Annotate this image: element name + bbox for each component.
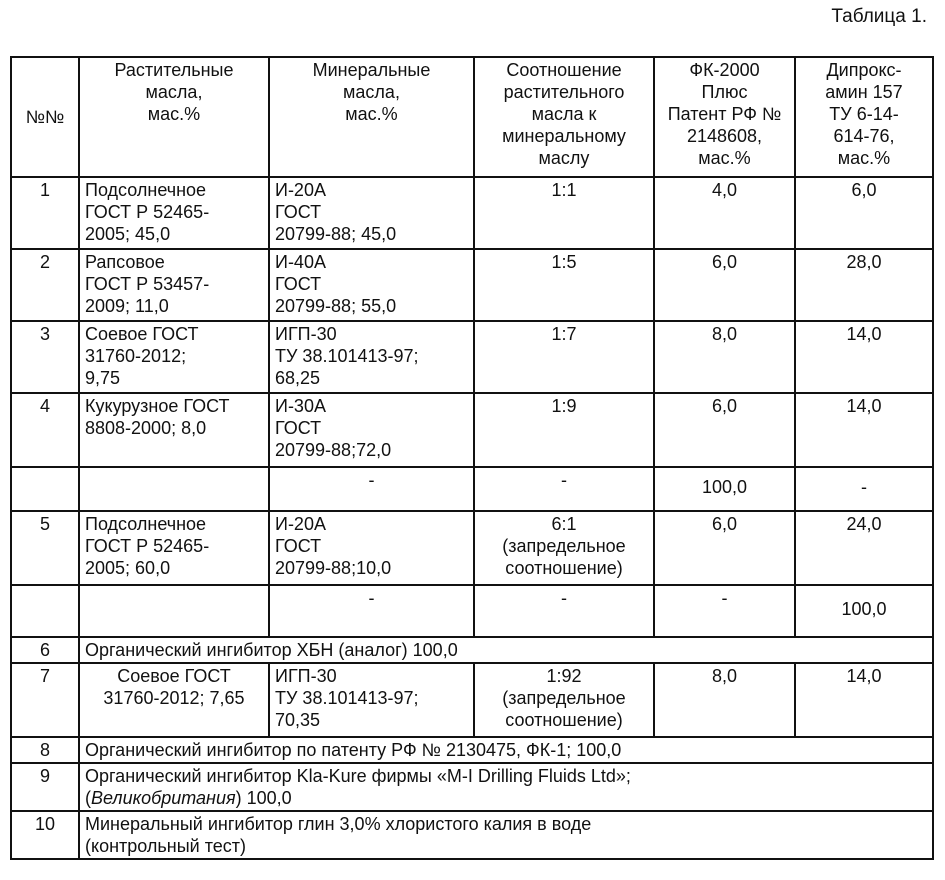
mineral-oil-cell: ИГП-30 ТУ 38.101413-97; 68,25 — [269, 321, 474, 393]
fk2000-cell: 4,0 — [654, 177, 795, 249]
fk2000-cell: 6,0 — [654, 249, 795, 321]
mineral-oil-cell: И-40А ГОСТ 20799-88; 55,0 — [269, 249, 474, 321]
row-num: 10 — [11, 811, 79, 859]
header-fk2000: ФК-2000 Плюс Патент РФ № 2148608, мас.% — [654, 57, 795, 177]
row-num: 5 — [11, 511, 79, 585]
table-row — [11, 663, 933, 737]
fk2000-cell: 8,0 — [654, 321, 795, 393]
mineral-oil-cell: ИГП-30 ТУ 38.101413-97; 70,35 — [269, 663, 474, 737]
table-row — [11, 177, 933, 249]
diproksamin-cell: 14,0 — [795, 663, 933, 737]
fk2000-cell: 8,0 — [654, 663, 795, 737]
row-num: 8 — [11, 737, 79, 763]
mineral-oil-cell: И-20А ГОСТ 20799-88;10,0 — [269, 511, 474, 585]
vegetable-oil-cell: Соевое ГОСТ 31760-2012; 9,75 — [79, 321, 269, 393]
vegetable-oil-cell — [79, 585, 269, 637]
table-row — [11, 249, 933, 321]
table-row — [11, 585, 933, 637]
row-num: 3 — [11, 321, 79, 393]
ratio-cell: - — [474, 585, 654, 637]
inhibitor-description: Органический ингибитор по патенту РФ № 2130475, ФК-1; 100,0 — [79, 737, 933, 763]
row-num: 6 — [11, 637, 79, 663]
table-row — [11, 811, 933, 859]
row-num: 4 — [11, 393, 79, 467]
ratio-cell: 1:9 — [474, 393, 654, 467]
row-num: 7 — [11, 663, 79, 737]
header-mineral-oils: Минеральные масла, мас.% — [269, 57, 474, 177]
table-row — [11, 393, 933, 467]
ratio-cell: 6:1 (запредельное соотношение) — [474, 511, 654, 585]
table-row — [11, 737, 933, 763]
fk2000-cell: - — [654, 585, 795, 637]
diproksamin-cell: 24,0 — [795, 511, 933, 585]
inhibitor-text: Органический ингибитор Kla-Kure фирмы «M-I Drilling Fluids Ltd»; — [85, 766, 631, 786]
diproksamin-cell: 14,0 — [795, 321, 933, 393]
vegetable-oil-cell: Подсолнечное ГОСТ Р 52465- 2005; 60,0 — [79, 511, 269, 585]
inhibitor-description: Органический ингибитор ХБН (аналог) 100,0 — [79, 637, 933, 663]
vegetable-oil-cell: Рапсовое ГОСТ Р 53457- 2009; 11,0 — [79, 249, 269, 321]
diproksamin-cell: 6,0 — [795, 177, 933, 249]
header-row — [11, 57, 933, 177]
inhibitor-description: Органический ингибитор Kla-Kure фирмы «M-I Drilling Fluids Ltd»; (Великобритания) 100,0 — [79, 763, 933, 811]
fk2000-cell: 6,0 — [654, 393, 795, 467]
header-ratio: Соотношение растительного масла к минеральному маслу — [474, 57, 654, 177]
ratio-cell: - — [474, 467, 654, 511]
table-row — [11, 511, 933, 585]
ratio-cell: 1:7 — [474, 321, 654, 393]
table-caption: Таблица 1. — [831, 6, 927, 28]
ratio-cell: 1:1 — [474, 177, 654, 249]
fk2000-cell: 100,0 — [654, 467, 795, 511]
diproksamin-cell: - — [795, 467, 933, 511]
row-num: 2 — [11, 249, 79, 321]
mineral-oil-cell: - — [269, 585, 474, 637]
country-name: Великобритания — [91, 788, 236, 808]
fk2000-cell: 6,0 — [654, 511, 795, 585]
mineral-oil-cell: И-30А ГОСТ 20799-88;72,0 — [269, 393, 474, 467]
mineral-oil-cell: И-20А ГОСТ 20799-88; 45,0 — [269, 177, 474, 249]
vegetable-oil-cell: Соевое ГОСТ 31760-2012; 7,65 — [79, 663, 269, 737]
diproksamin-cell: 28,0 — [795, 249, 933, 321]
diproksamin-cell: 14,0 — [795, 393, 933, 467]
row-num: 9 — [11, 763, 79, 811]
mineral-oil-cell: - — [269, 467, 474, 511]
table-row — [11, 637, 933, 663]
header-num: №№ — [11, 57, 79, 177]
table-row — [11, 321, 933, 393]
ratio-cell: 1:92 (запредельное соотношение) — [474, 663, 654, 737]
vegetable-oil-cell: Подсолнечное ГОСТ Р 52465- 2005; 45,0 — [79, 177, 269, 249]
data-table — [10, 56, 934, 860]
table-row — [11, 467, 933, 511]
ratio-cell: 1:5 — [474, 249, 654, 321]
table-row — [11, 763, 933, 811]
inhibitor-description: Минеральный ингибитор глин 3,0% хлористого калия в воде (контрольный тест) — [79, 811, 933, 859]
header-vegetable-oils: Растительные масла, мас.% — [79, 57, 269, 177]
inhibitor-amount: 100,0 — [242, 788, 292, 808]
row-num: 1 — [11, 177, 79, 249]
diproksamin-cell: 100,0 — [795, 585, 933, 637]
vegetable-oil-cell — [79, 467, 269, 511]
header-diproksamin: Дипрокс- амин 157 ТУ 6-14- 614-76, мас.% — [795, 57, 933, 177]
row-num — [11, 467, 79, 511]
row-num — [11, 585, 79, 637]
vegetable-oil-cell: Кукурузное ГОСТ 8808-2000; 8,0 — [79, 393, 269, 467]
